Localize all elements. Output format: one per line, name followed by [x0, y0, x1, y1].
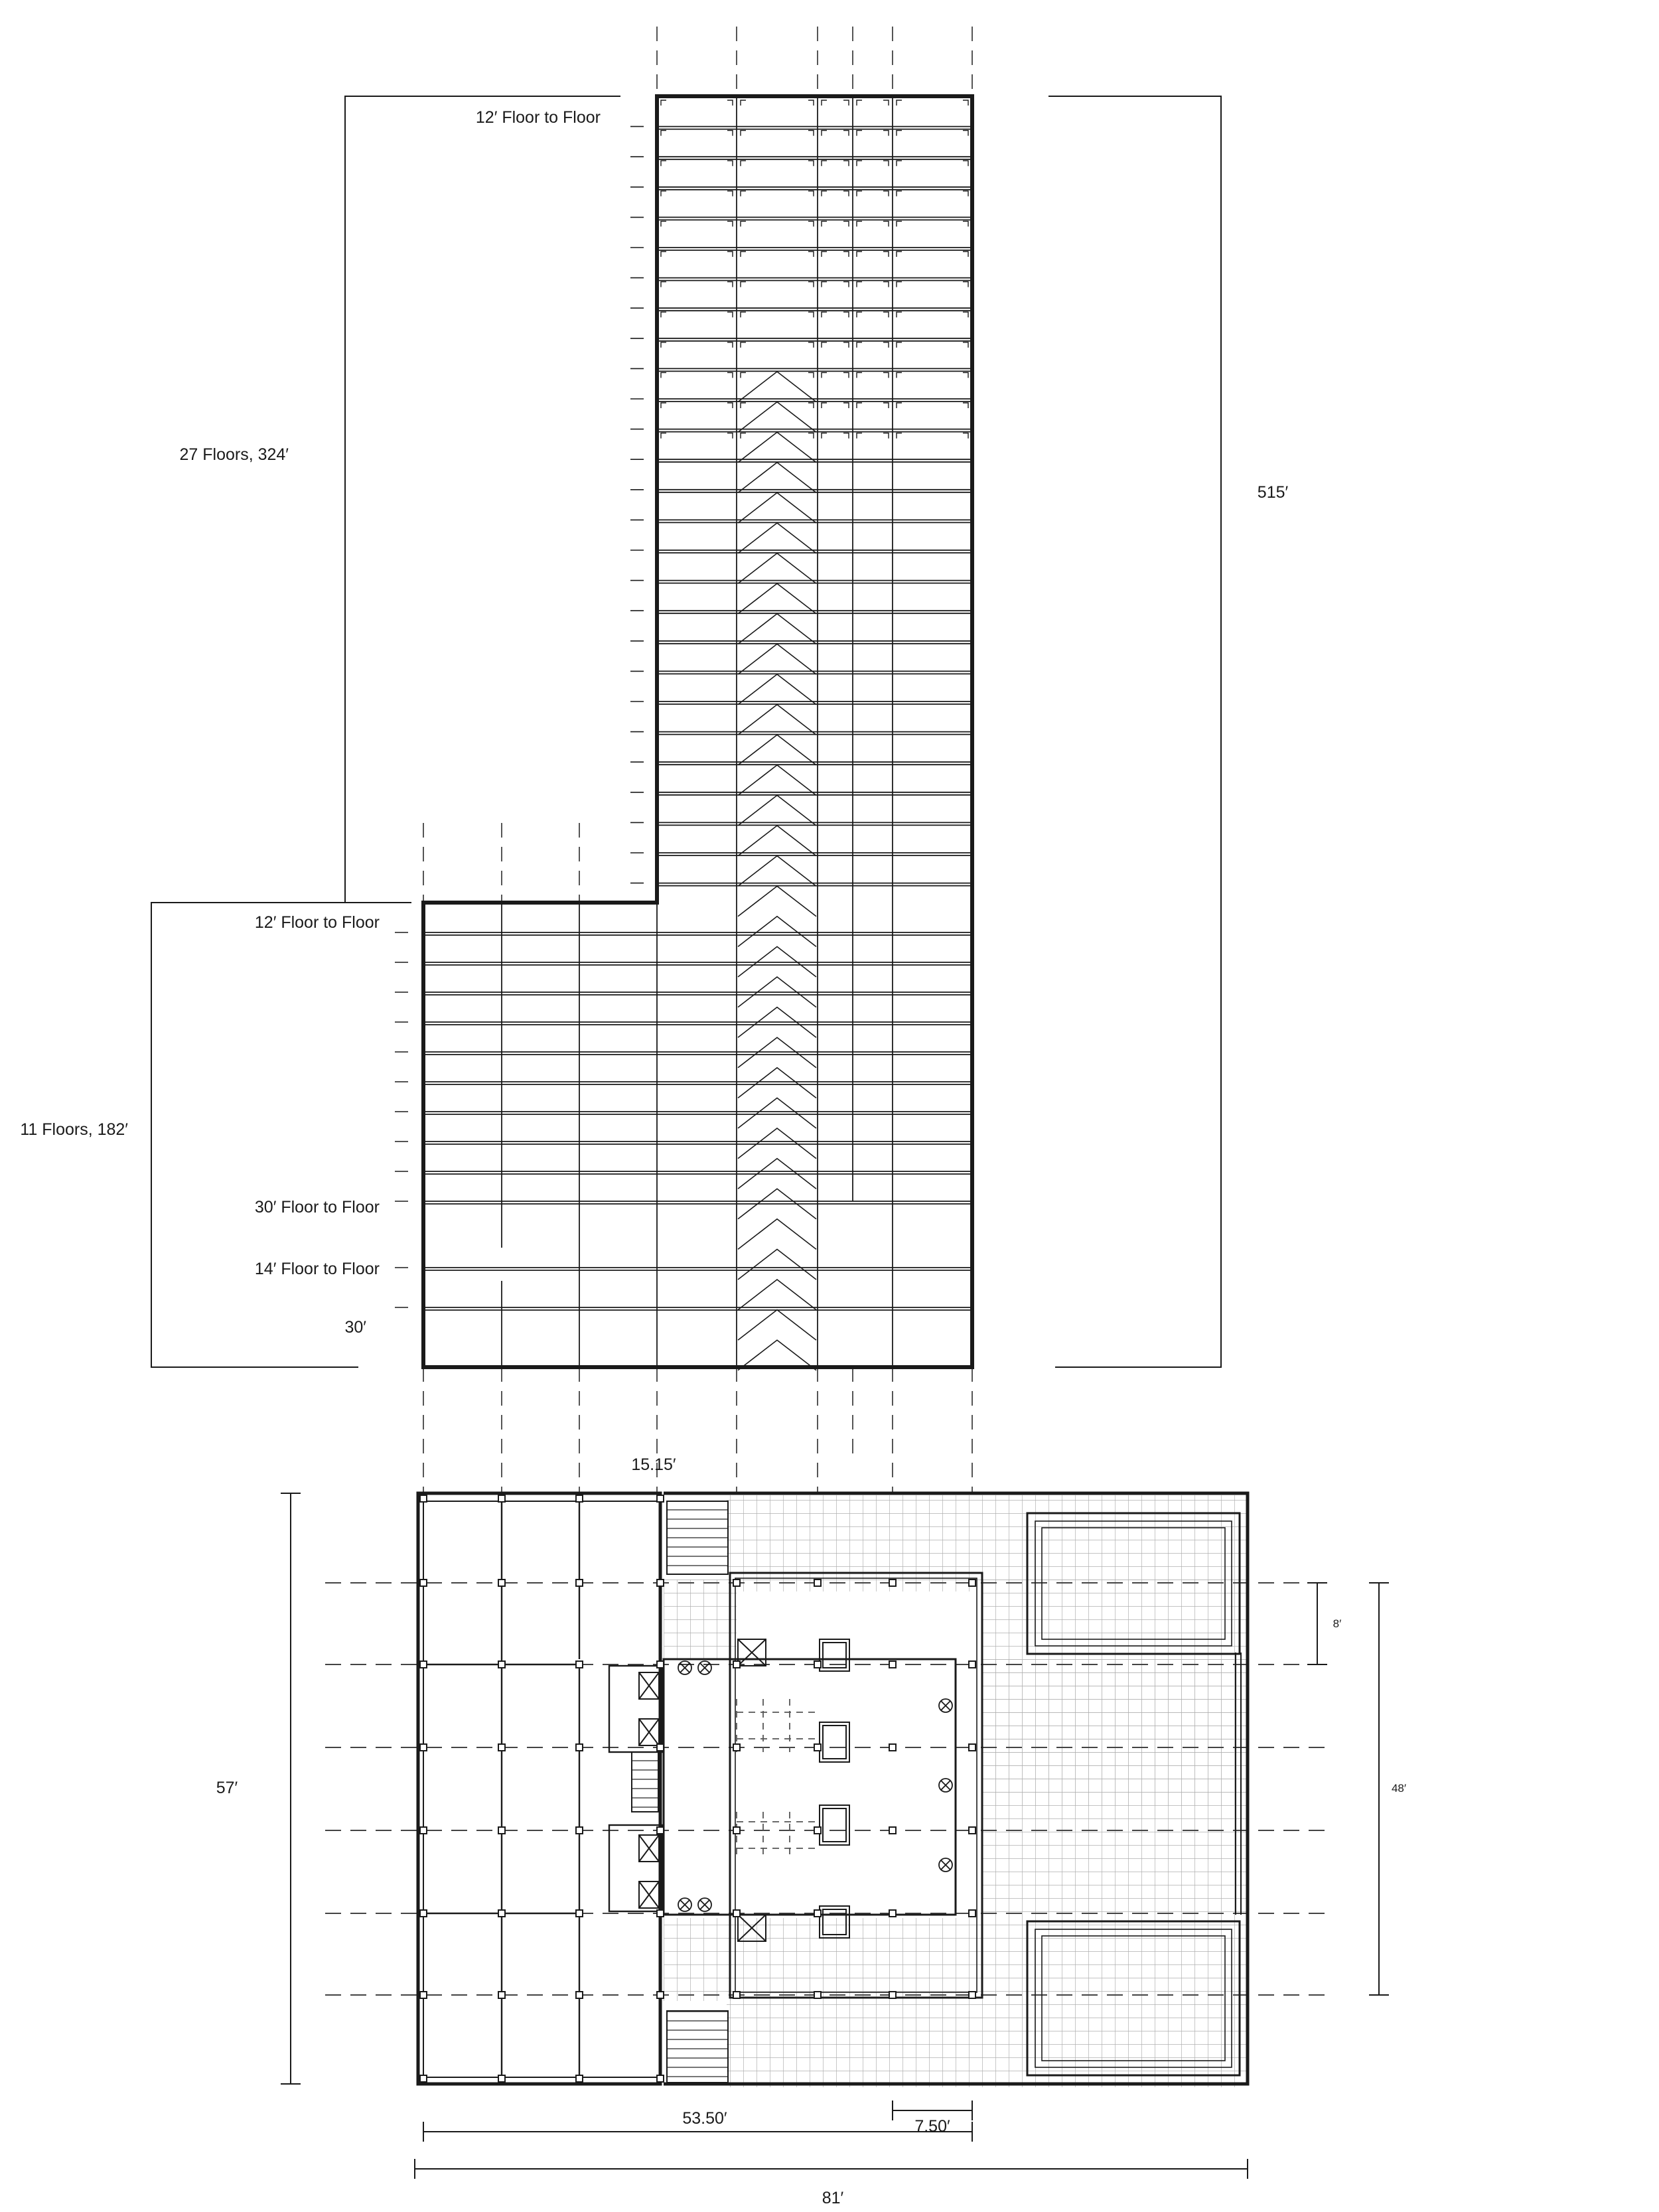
chevron-brace [738, 402, 816, 433]
chevron-brace [738, 1310, 816, 1341]
connection-mark [857, 433, 889, 439]
chevron-brace [738, 614, 816, 644]
column-marker [498, 1661, 505, 1668]
column-marker [420, 1744, 427, 1751]
column-marker [814, 1910, 821, 1917]
column-marker [889, 1580, 896, 1586]
connection-mark [822, 161, 849, 166]
chevron-brace [738, 553, 816, 584]
column-marker [814, 1992, 821, 1998]
chevron-brace [738, 463, 816, 493]
connection-mark [741, 403, 814, 408]
elevation-floor-lines [423, 127, 972, 1310]
column-marker [969, 1744, 975, 1751]
chevron-brace [738, 826, 816, 856]
connection-mark [857, 403, 889, 408]
connection-mark [897, 403, 968, 408]
connection-mark [822, 131, 849, 136]
connection-mark [857, 282, 889, 287]
left-width-label: 53.50′ [682, 2109, 727, 2128]
column-marker [498, 1495, 505, 1502]
ground-floor-height-label: 30′ [344, 1318, 366, 1337]
connection-mark [822, 221, 849, 226]
connection-mark [741, 312, 814, 317]
column-marker [733, 1744, 740, 1751]
connection-mark [857, 161, 889, 166]
connection-mark [822, 433, 849, 439]
podium-floor-height-label: 12′ Floor to Floor [254, 913, 380, 932]
connection-mark [661, 191, 733, 196]
chevron-brace [738, 705, 816, 735]
column-marker [733, 1580, 740, 1586]
column-marker [498, 2075, 505, 2082]
column-marker [889, 1910, 896, 1917]
column-marker [814, 1580, 821, 1586]
column-marker [576, 1661, 583, 1668]
connection-mark [857, 252, 889, 257]
connection-mark [661, 342, 733, 348]
column-marker [576, 1910, 583, 1917]
chevron-brace [738, 1098, 816, 1128]
column-marker [889, 1744, 896, 1751]
connection-mark [741, 100, 814, 106]
connection-mark [741, 191, 814, 196]
double-floor-height-label: 30′ Floor to Floor [254, 1198, 380, 1217]
column-marker [657, 1744, 664, 1751]
column-marker [969, 1910, 975, 1917]
column-marker [420, 1827, 427, 1834]
column-marker [576, 1580, 583, 1586]
column-marker [498, 1744, 505, 1751]
connection-mark [661, 221, 733, 226]
floor-plan [216, 1455, 1406, 2207]
connection-mark [857, 372, 889, 378]
column-marker [576, 1495, 583, 1502]
column-marker [657, 1661, 664, 1668]
core-offset-label: 15.15′ [631, 1455, 676, 1474]
column-marker [576, 1992, 583, 1998]
column-marker [498, 1827, 505, 1834]
chevron-brace [738, 886, 816, 917]
column-marker [576, 1827, 583, 1834]
column-marker [420, 1580, 427, 1586]
connection-mark [897, 433, 968, 439]
column-marker [420, 2075, 427, 2082]
right-span-label: 48′ [1391, 1782, 1407, 1795]
connection-mark [897, 131, 968, 136]
chevron-brace [738, 765, 816, 796]
column-marker [420, 1992, 427, 1998]
connection-mark [897, 282, 968, 287]
column-marker [969, 1827, 975, 1834]
chevron-brace [738, 674, 816, 705]
chevron-brace [738, 492, 816, 523]
floor-ticks [395, 127, 644, 1307]
connection-mark [857, 131, 889, 136]
column-marker [733, 1992, 740, 1998]
chevron-brace [738, 795, 816, 826]
connection-mark [741, 282, 814, 287]
bay-label: 8′ [1333, 1617, 1342, 1630]
connection-mark [661, 131, 733, 136]
column-marker [969, 1580, 975, 1586]
column-marker [969, 1992, 975, 1998]
connection-mark [741, 252, 814, 257]
connection-mark [661, 372, 733, 378]
connection-mark [661, 403, 733, 408]
chevron-brace [738, 1219, 816, 1250]
column-marker [498, 1580, 505, 1586]
podium-height-label: 11 Floors, 182′ [20, 1120, 128, 1139]
column-marker [814, 1661, 821, 1668]
column-marker [420, 1495, 427, 1502]
plan-fixtures [678, 1661, 952, 1911]
connection-mark [661, 433, 733, 439]
connection-mark [741, 342, 814, 348]
column-marker [576, 1744, 583, 1751]
core-partitions [737, 1699, 820, 1858]
column-marker [498, 1992, 505, 1998]
connection-mark [661, 282, 733, 287]
connection-mark [822, 100, 849, 106]
connection-mark [741, 131, 814, 136]
column-marker [657, 1910, 664, 1917]
connection-mark [822, 191, 849, 196]
connection-mark [897, 312, 968, 317]
column-marker [889, 1661, 896, 1668]
connection-mark [857, 342, 889, 348]
chevron-brace [738, 1068, 816, 1098]
chevron-brace [738, 1280, 816, 1310]
connection-mark [897, 221, 968, 226]
chevron-brace [738, 1249, 816, 1280]
column-marker [733, 1910, 740, 1917]
tower-floor-height-label: 12′ Floor to Floor [475, 108, 601, 127]
connection-mark [661, 252, 733, 257]
column-marker [657, 1992, 664, 1998]
connection-mark [857, 100, 889, 106]
column-marker [733, 1827, 740, 1834]
column-marker [814, 1744, 821, 1751]
tower-height-label: 27 Floors, 324′ [179, 445, 289, 464]
column-marker [889, 1992, 896, 1998]
right-bay-label: 7.50′ [914, 2117, 950, 2136]
chevron-brace [738, 583, 816, 614]
connection-mark [741, 433, 814, 439]
connection-mark [741, 372, 814, 378]
column-marker [498, 1910, 505, 1917]
core-bracing [661, 100, 968, 1370]
chevron-brace [738, 1128, 816, 1159]
column-marker [889, 1827, 896, 1834]
chevron-brace [738, 432, 816, 463]
column-marker [969, 1661, 975, 1668]
column-marker [657, 1495, 664, 1502]
connection-mark [661, 100, 733, 106]
plan-depth-label: 57′ [216, 1779, 238, 1797]
connection-mark [822, 342, 849, 348]
connection-mark [897, 161, 968, 166]
connection-mark [857, 191, 889, 196]
connection-mark [857, 221, 889, 226]
connection-mark [897, 372, 968, 378]
elevation-gridlines [423, 27, 972, 1493]
column-marker [657, 1580, 664, 1586]
connection-mark [661, 312, 733, 317]
column-marker [420, 1661, 427, 1668]
connection-mark [741, 221, 814, 226]
chevron-brace [738, 372, 816, 402]
column-marker [576, 2075, 583, 2082]
column-marker [657, 1827, 664, 1834]
chevron-brace [738, 1037, 816, 1068]
elevator-shafts [639, 1639, 849, 1941]
connection-mark [822, 372, 849, 378]
chevron-brace [738, 523, 816, 553]
column-marker [814, 1827, 821, 1834]
chevron-brace [738, 735, 816, 765]
connection-mark [897, 252, 968, 257]
connection-mark [822, 403, 849, 408]
chevron-brace [738, 917, 816, 947]
column-marker [420, 1910, 427, 1917]
connection-mark [897, 342, 968, 348]
chevron-brace [738, 644, 816, 674]
connection-mark [897, 100, 968, 106]
column-marker [657, 2075, 664, 2082]
connection-mark [822, 252, 849, 257]
connection-mark [822, 282, 849, 287]
column-marker [733, 1661, 740, 1668]
overall-width-label: 81′ [822, 2189, 844, 2207]
connection-mark [741, 161, 814, 166]
chevron-brace [738, 856, 816, 887]
building-elevation [20, 27, 1288, 1493]
connection-mark [822, 312, 849, 317]
connection-mark [897, 191, 968, 196]
second-floor-height-label: 14′ Floor to Floor [254, 1260, 380, 1278]
connection-mark [661, 161, 733, 166]
connection-mark [857, 312, 889, 317]
total-height-label: 515′ [1257, 483, 1289, 502]
